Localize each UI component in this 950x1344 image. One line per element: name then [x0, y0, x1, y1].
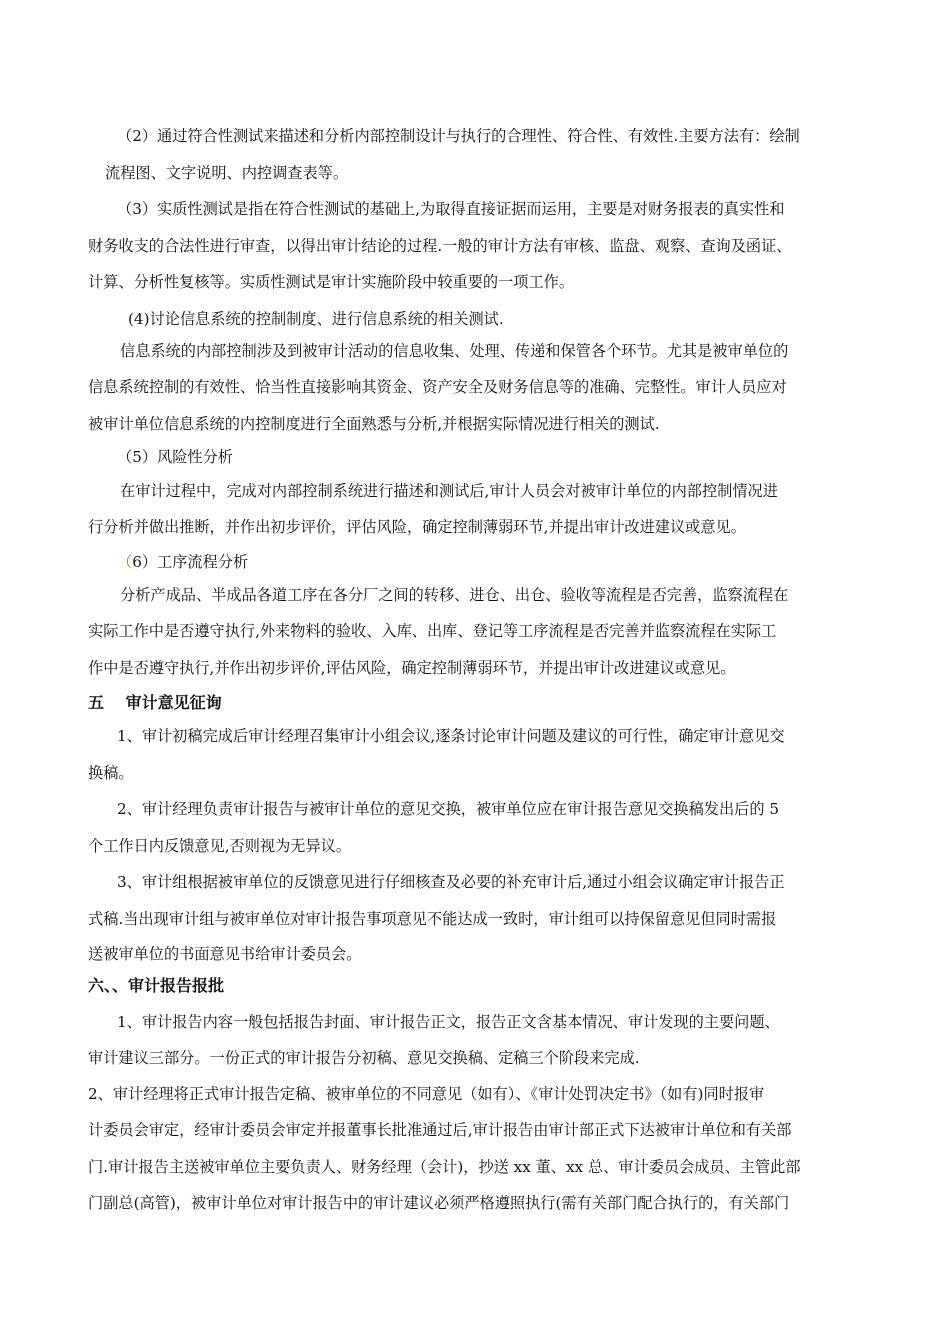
- paragraph-line: （3）实质性测试是指在符合性测试的基础上,为取得直接证据而运用，主要是对财务报表的真实性和: [117, 200, 785, 218]
- paragraph-line: 换稿。: [88, 764, 134, 782]
- subsection-heading: (4)讨论信息系统的控制制度、进行信息系统的相关测试.: [128, 310, 504, 328]
- paragraph-line: 在审计过程中，完成对内部控制系统进行描述和测试后,审计人员会对被审计单位的内部控制情况进: [120, 482, 778, 500]
- paragraph-line: 2、审计经理将正式审计报告定稿、被审单位的不同意见（如有）、《审计处罚决定书》（如有)同时报审: [88, 1085, 765, 1103]
- paragraph-line: 信息系统控制的有效性、恰当性直接影响其资金、资产安全及财务信息等的准确、完整性。审计人员应对: [88, 378, 787, 396]
- paragraph-line: 实际工作中是否遵守执行,外来物料的验收、入库、出库、登记等工序流程是否完善并监察流程在实际工: [88, 622, 777, 640]
- section-heading-5: 五 审计意见征询: [88, 693, 222, 712]
- paragraph-line: 门副总(高管)，被审计单位对审计报告中的审计建议必须严格遵照执行(需有关部门配合执行的，有关部门: [88, 1194, 790, 1212]
- paragraph-line: 流程图、文字说明、内控调查表等。: [105, 164, 348, 182]
- heading-text: 6）工序流程分析: [132, 553, 249, 571]
- paragraph-line: 门.审计报告主送被审单位主要负责人、财务经理（会计)，抄送 xx 董、xx 总、审计委员会成员、主管此部: [88, 1158, 801, 1176]
- paragraph-line: 2、审计经理负责审计报告与被审计单位的意见交换，被审单位应在审计报告意见交换稿发出后的 5: [117, 800, 780, 818]
- subsection-heading: （5）风险性分析: [117, 448, 233, 466]
- paragraph-line: 送被审单位的书面意见书给审计委员会。: [88, 945, 362, 963]
- paragraph-line: 1、审计初稿完成后审计经理召集审计小组会议,逐条讨论审计问题及建议的可行性，确定审计意见交: [117, 727, 785, 745]
- paragraph-line: 审计建议三部分。一份正式的审计报告分初稿、意见交换稿、定稿三个阶段来完成.: [88, 1049, 640, 1067]
- paragraph-line: 1、审计报告内容一般包括报告封面、审计报告正文，报告正文含基本情况、审计发现的主要问题、: [117, 1013, 780, 1031]
- heading-paren: （: [117, 553, 133, 571]
- section-heading-6: 六、、审计报告报批: [88, 976, 225, 995]
- paragraph-line: 财务收支的合法性进行审查，以得出审计结论的过程.一般的审计方法有审核、监盘、观察、查询及函证、: [88, 237, 792, 255]
- paragraph-line: 式稿.当出现审计组与被审单位对审计报告事项意见不能达成一致时，审计组可以持保留意见但同时需报: [88, 910, 777, 928]
- paragraph-line: 行分析并做出推断，并作出初步评价，评估风险，确定控制薄弱环节,并提出审计改进建议或意见。: [88, 518, 746, 536]
- paragraph-line: 信息系统的内部控制涉及到被审计活动的信息收集、处理、传递和保管各个环节。尤其是被审单位的: [120, 342, 789, 360]
- paragraph-line: 分析产成品、半成品各道工序在各分厂之间的转移、进仓、出仓、验收等流程是否完善，监察流程在: [120, 586, 789, 604]
- paragraph-line: 个工作日内反馈意见,否则视为无异议。: [88, 837, 352, 855]
- paragraph-line: 计算、分析性复核等。实质性测试是审计实施阶段中较重要的一项工作。: [88, 273, 574, 291]
- paragraph-line: 3、审计组根据被审单位的反馈意见进行仔细核查及必要的补充审计后,通过小组会议确定审计报告正: [117, 873, 785, 891]
- subsection-heading: [117, 552, 248, 572]
- paragraph-line: （2）通过符合性测试来描述和分析内部控制设计与执行的合理性、符合性、有效性.主要方法有：绘制: [117, 127, 800, 145]
- paragraph-line: 被审计单位信息系统的内控制度进行全面熟悉与分析,并根据实际情况进行相关的测试.: [88, 415, 660, 433]
- paragraph-line: 作中是否遵守执行,并作出初步评价,评估风险，确定控制薄弱环节，并提出审计改进建议或意见。: [88, 659, 736, 677]
- paragraph-line: 计委员会审定，经审计委员会审定并报董事长批准通过后,审计报告由审计部正式下达被审计单位和有关部: [88, 1121, 792, 1139]
